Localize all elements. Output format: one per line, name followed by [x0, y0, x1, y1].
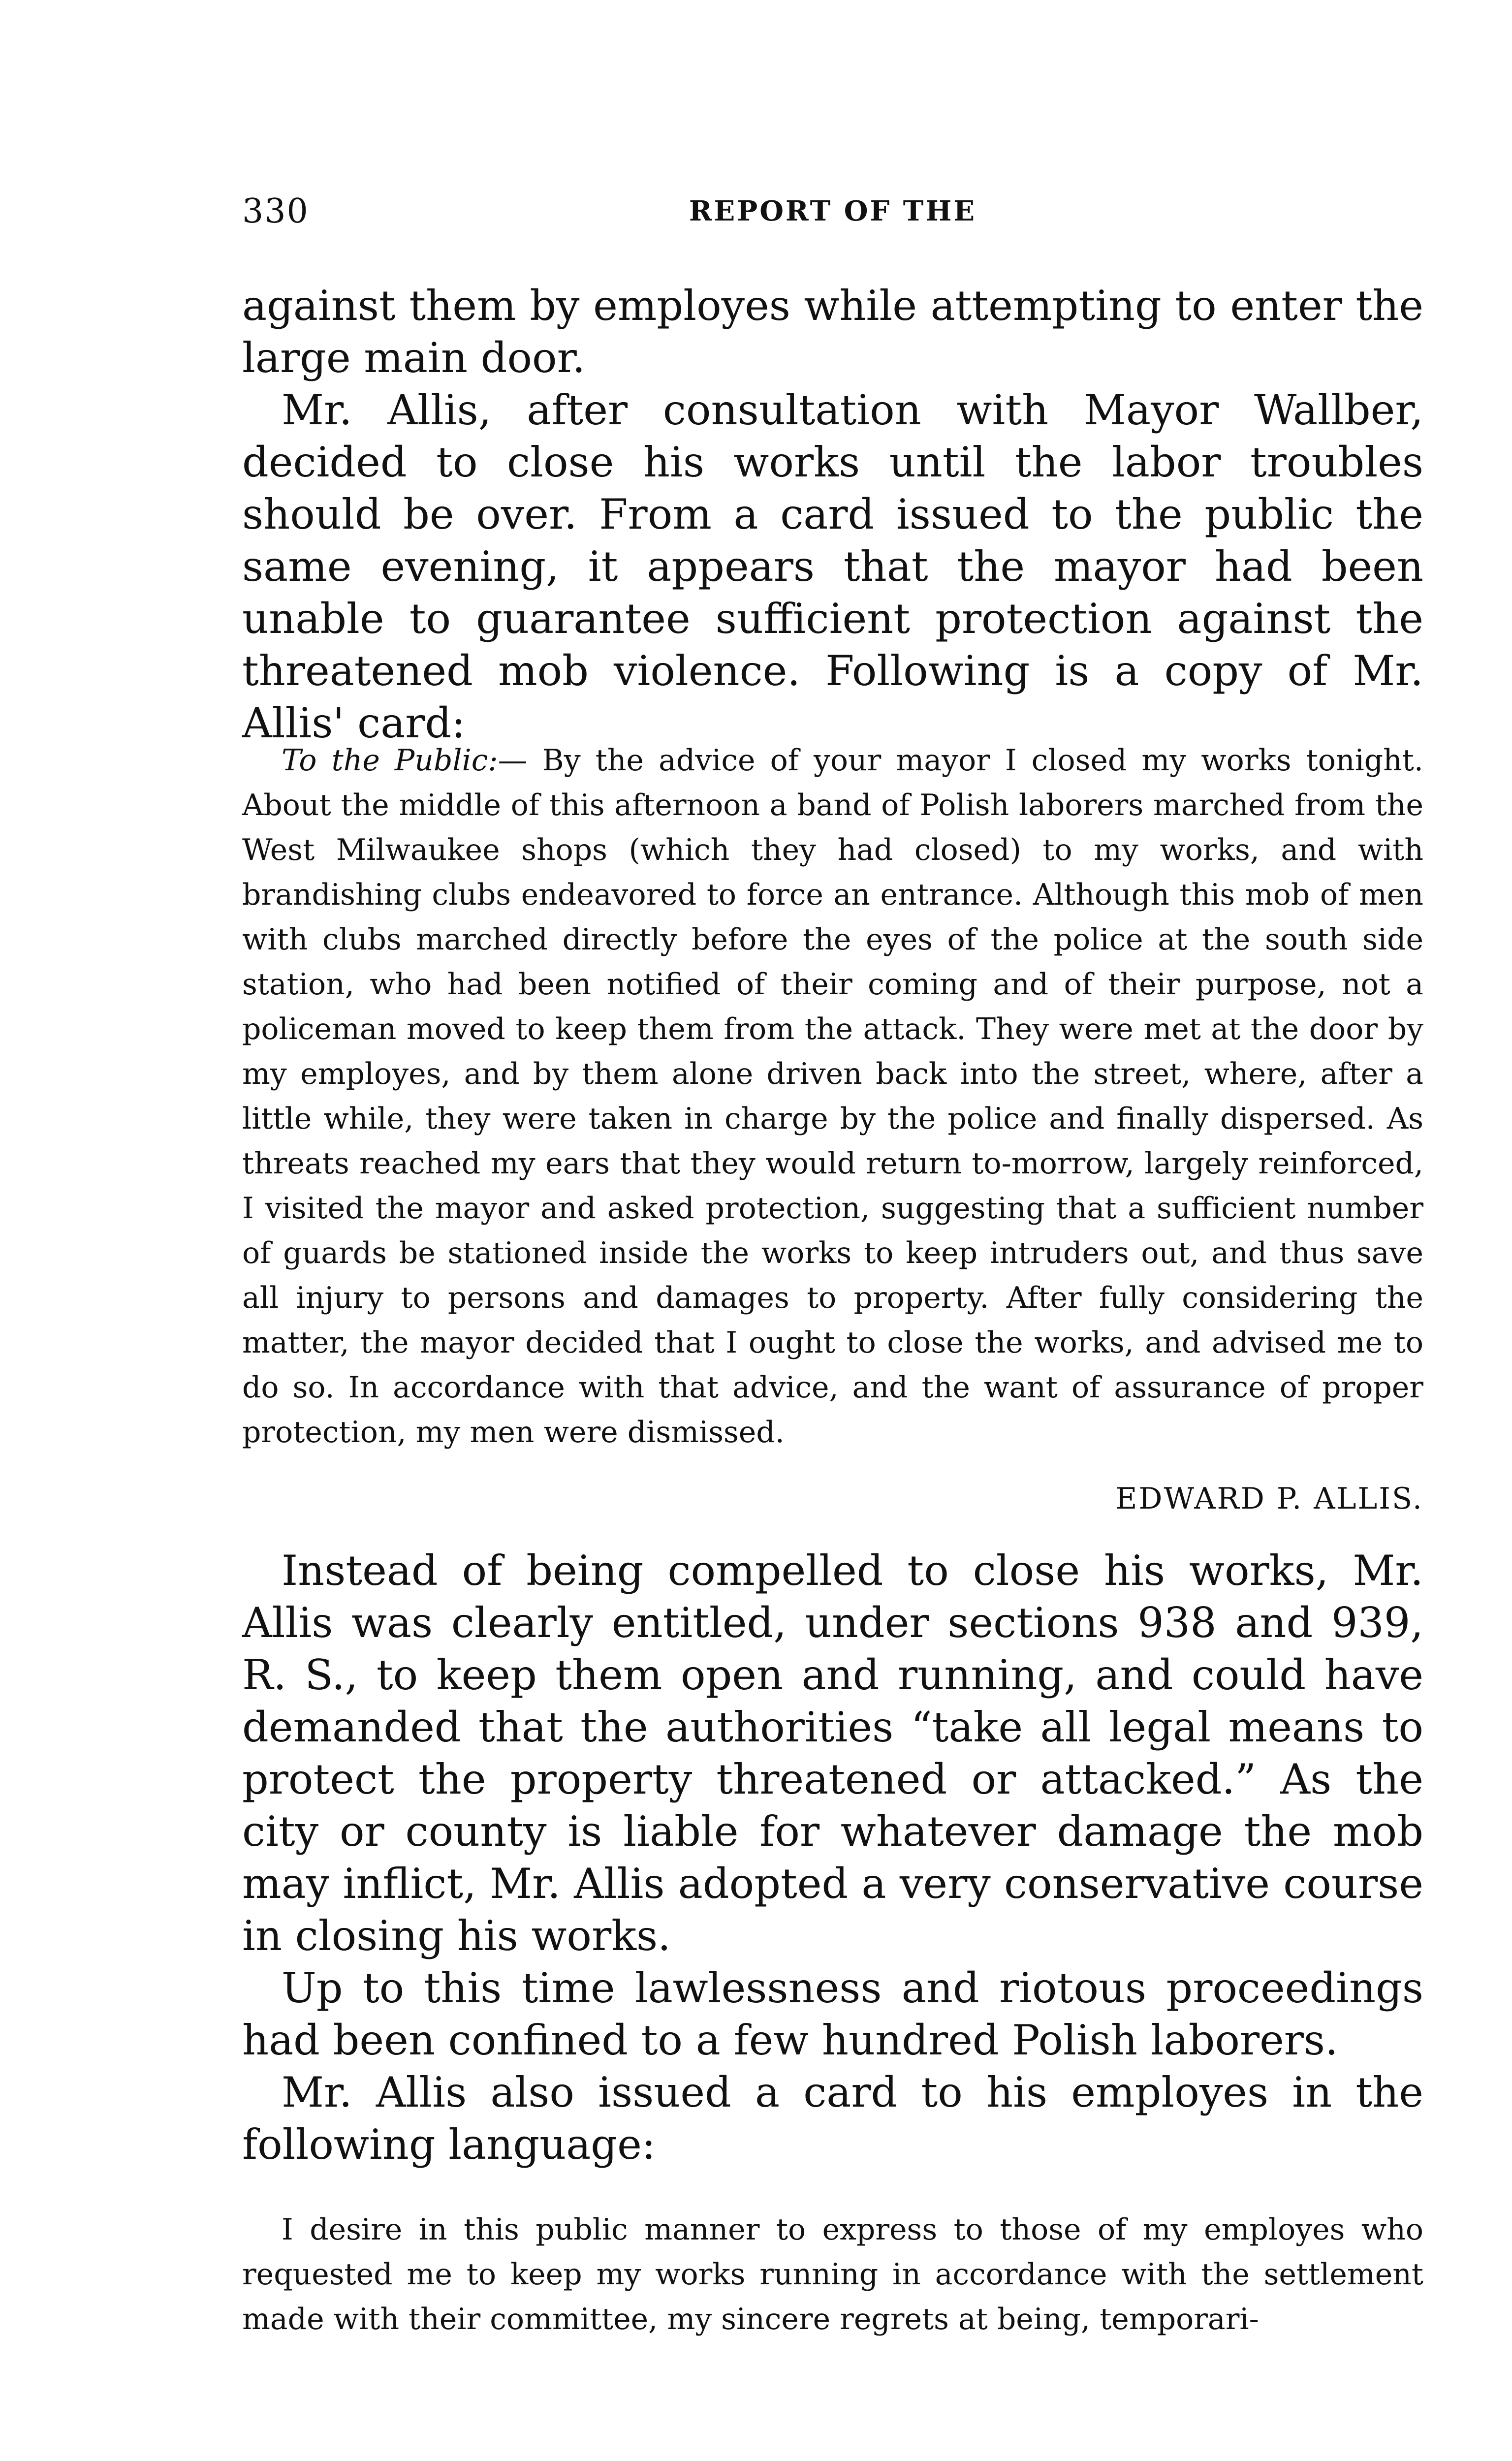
- running-head: REPORT OF THE: [689, 195, 977, 227]
- page-header: [242, 192, 1423, 246]
- paragraph-continuation: against them by employes while attempting to enter the large main door.: [242, 282, 1423, 382]
- paragraph-mayor-consultation: Mr. Allis, after consultation with Mayor Wallber, decided to close his works until the labor troubles should be over. From a card issued to the public the same evening, it appears that the mayor had been unable to guarantee sufficient protection against the threatened mob violence. Following is a copy of Mr. Allis' card:: [242, 386, 1423, 747]
- public-card-text: [242, 738, 1423, 1455]
- paragraph-employes-card-intro: Mr. Allis also issued a card to his employes in the following language:: [242, 2068, 1423, 2169]
- paragraph-lawlessness: Up to this time lawlessness and riotous proceedings had been confined to a few hundred Polish laborers.: [242, 1964, 1423, 2064]
- card-signature: EDWARD P. ALLIS.: [1115, 1482, 1423, 1516]
- public-card-quote: [242, 738, 1423, 1455]
- employes-card-quote: [242, 2208, 1423, 2342]
- employes-card-text: I desire in this public manner to express to those of my employes who requested me to keep my works running in accordance with the settlement made with their committee, my sincere regrets at being, temporari-: [242, 2212, 1423, 2336]
- public-card-salutation: To the Public:: [282, 743, 498, 778]
- middle-paragraphs: [242, 1545, 1423, 2171]
- page-number: 330: [242, 192, 309, 231]
- public-card-body: — By the advice of your mayor I closed my works tonight. About the middle of this afternoon a band of Polish laborers marched from the West Milwaukee shops (which they had closed) to my works, and with brandishing clubs endeavored to force an entrance. Although this mob of men with clubs marched directly before the eyes of the police at the south side station, who had been notified of their coming and of their purpose, not a policeman moved to keep them from the attack. They were met at the door by my employes, and by them alone driven back into the street, where, after a little while, they were taken in charge by the police and finally dispersed. As threats reached my ears that they would return to-morrow, largely reinforced, I visited the mayor and asked protection, suggesting that a sufficient number of guards be stationed inside the works to keep intruders out, and thus save all injury to persons and damages to property. After fully considering the matter, the mayor decided that I ought to close the works, and advised me to do so. In accordance with that advice, and the want of assurance of proper protection, my men were dismissed.: [242, 743, 1423, 1450]
- opening-paragraphs: [242, 280, 1423, 749]
- paragraph-legal-entitlement: Instead of being compelled to close his works, Mr. Allis was clearly entitled, under sections 938 and 939, R. S., to keep them open and running, and could have demanded that the authorities “take all legal means to protect the property threatened or attacked.” As the city or county is liable for whatever damage the mob may inflict, Mr. Allis adopted a very conservative course in closing his works.: [242, 1546, 1423, 1960]
